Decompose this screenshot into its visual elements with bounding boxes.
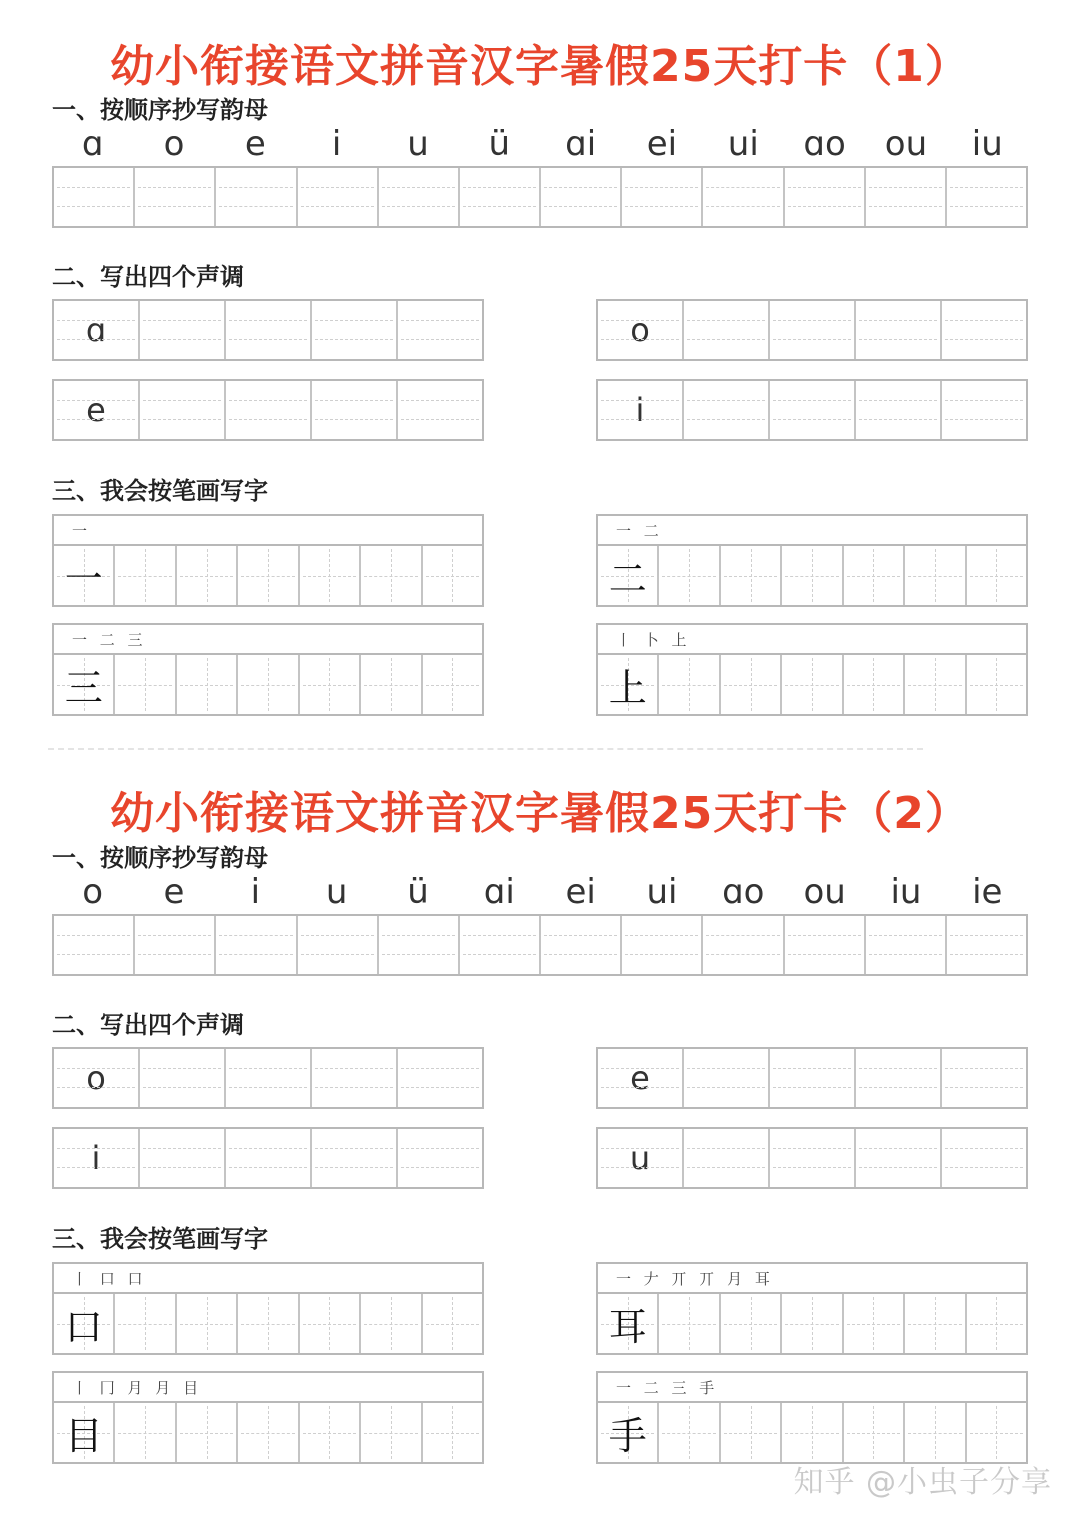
tianzige-cell[interactable] (842, 546, 903, 605)
writing-cell[interactable] (133, 916, 214, 974)
tianzige-cell[interactable] (113, 655, 174, 714)
tianzige-cell[interactable] (421, 546, 482, 605)
tianzige-cell[interactable] (719, 546, 780, 605)
final-letter: ie (972, 872, 1003, 912)
writing-cell[interactable] (224, 1049, 310, 1107)
tianzige-cell[interactable] (657, 655, 718, 714)
model-char-cell (598, 655, 657, 714)
writing-cell[interactable] (310, 381, 396, 439)
tone-base-cell (54, 1129, 138, 1187)
tianzige-cell[interactable] (421, 1403, 482, 1462)
writing-cell[interactable] (396, 381, 482, 439)
tianzige-cell[interactable] (903, 546, 964, 605)
tianzige-cell[interactable] (903, 655, 964, 714)
tone-base-cell (598, 381, 682, 439)
model-char: 手 (608, 1414, 647, 1458)
section-heading-tones: 二、写出四个声调 (52, 1011, 244, 1039)
tone-grid[interactable] (596, 299, 1028, 361)
final-letter: i (331, 124, 342, 164)
writing-cell[interactable] (138, 1129, 224, 1187)
writing-cell[interactable] (539, 916, 620, 974)
final-letter: ou (884, 124, 928, 164)
writing-cell[interactable] (940, 1049, 1026, 1107)
tianzige-cell[interactable] (780, 1403, 841, 1462)
tianzige-cell[interactable] (421, 1294, 482, 1353)
final-letter: ei (646, 124, 678, 164)
writing-cell[interactable] (945, 916, 1026, 974)
writing-cell[interactable] (310, 1049, 396, 1107)
finals-row (52, 122, 1028, 166)
writing-cell[interactable] (54, 168, 133, 226)
writing-cell[interactable] (296, 168, 377, 226)
stroke-order: 丨 口 口 (54, 1264, 482, 1294)
writing-cell[interactable] (138, 381, 224, 439)
writing-cell[interactable] (940, 381, 1026, 439)
final-letter: ei (565, 872, 596, 912)
finals-row (52, 870, 1028, 914)
tianzige-cell[interactable] (780, 655, 841, 714)
tianzige-cell[interactable] (175, 1294, 236, 1353)
stroke-order: 一 二 (598, 516, 1026, 546)
tone-grid[interactable] (52, 1047, 484, 1109)
writing-cell[interactable] (138, 301, 224, 359)
stroke-order: 丨 冂 月 月 目 (54, 1373, 482, 1403)
final-letter: ɑi (565, 124, 597, 164)
writing-cell[interactable] (224, 301, 310, 359)
tone-letter: i (91, 1139, 101, 1177)
writing-cell[interactable] (854, 301, 940, 359)
model-char-cell (54, 1403, 113, 1462)
tianzige-cell[interactable] (236, 1294, 297, 1353)
tianzige-cell[interactable] (780, 1294, 841, 1353)
final-letter: ou (803, 872, 846, 912)
writing-cell[interactable] (864, 168, 945, 226)
tianzige-cell[interactable] (903, 1403, 964, 1462)
watermark: 知乎 @小虫子分享 (793, 1465, 1052, 1500)
stroke-order: 一 (54, 516, 482, 546)
tone-letter: ɑ (85, 311, 107, 349)
writing-cell[interactable] (620, 916, 701, 974)
stroke-practice-box[interactable] (52, 1371, 484, 1464)
writing-cell[interactable] (854, 1129, 940, 1187)
tone-base-cell (54, 1049, 138, 1107)
tianzige-cell[interactable] (236, 546, 297, 605)
finals-writing-grid[interactable] (52, 914, 1028, 976)
writing-cell[interactable] (682, 301, 768, 359)
tianzige-cell[interactable] (657, 546, 718, 605)
section-heading-finals: 一、按顺序抄写韵母 (52, 844, 268, 872)
stroke-practice-box[interactable] (52, 514, 484, 607)
stroke-practice-box[interactable] (596, 1371, 1028, 1464)
writing-cell[interactable] (682, 1049, 768, 1107)
model-char-cell (598, 1294, 657, 1353)
tone-letter: o (630, 311, 650, 349)
tianzige-cell[interactable] (298, 546, 359, 605)
writing-cell[interactable] (940, 1129, 1026, 1187)
tianzige-cell[interactable] (175, 546, 236, 605)
writing-cell[interactable] (214, 168, 295, 226)
tianzige-cell[interactable] (842, 655, 903, 714)
writing-cell[interactable] (133, 168, 214, 226)
writing-cell[interactable] (940, 301, 1026, 359)
tone-grid[interactable] (52, 379, 484, 441)
tianzige-cell[interactable] (903, 1294, 964, 1353)
stroke-order: 一 𠂇 丌 丌 月 耳 (598, 1264, 1026, 1294)
tone-base-cell (598, 301, 682, 359)
tone-grid[interactable] (596, 379, 1028, 441)
writing-cell[interactable] (224, 1129, 310, 1187)
model-char: 耳 (608, 1305, 647, 1349)
tianzige-cell[interactable] (719, 1294, 780, 1353)
model-char-cell (54, 655, 113, 714)
tianzige-cell[interactable] (113, 546, 174, 605)
writing-cell[interactable] (458, 168, 539, 226)
tone-letter: e (86, 391, 106, 429)
tianzige-cell[interactable] (965, 546, 1026, 605)
model-char-cell (598, 1403, 657, 1462)
final-letter: ɑo (722, 872, 765, 912)
model-char: 二 (608, 557, 647, 601)
final-letter: ü (407, 872, 429, 912)
writing-cell[interactable] (396, 301, 482, 359)
stroke-order: 一 二 三 手 (598, 1373, 1026, 1403)
final-letter: ɑi (483, 872, 515, 912)
writing-cell[interactable] (620, 168, 701, 226)
writing-cell[interactable] (224, 381, 310, 439)
final-letter: e (163, 872, 185, 912)
stroke-order: 一 二 三 (54, 625, 482, 655)
writing-cell[interactable] (864, 916, 945, 974)
final-letter: o (82, 872, 104, 912)
final-letter: ui (727, 124, 759, 164)
writing-cell[interactable] (458, 916, 539, 974)
tone-base-cell (598, 1129, 682, 1187)
stroke-practice-box[interactable] (52, 623, 484, 716)
stroke-practice-box[interactable] (596, 514, 1028, 607)
tianzige-cell[interactable] (359, 655, 420, 714)
tone-base-cell (54, 301, 138, 359)
model-char-cell (598, 546, 657, 605)
tianzige-cell[interactable] (719, 655, 780, 714)
tianzige-cell[interactable] (298, 1294, 359, 1353)
writing-cell[interactable] (682, 381, 768, 439)
writing-cell[interactable] (310, 301, 396, 359)
writing-cell[interactable] (682, 1129, 768, 1187)
writing-cell[interactable] (701, 168, 782, 226)
writing-cell[interactable] (214, 916, 295, 974)
model-char: 目 (64, 1414, 103, 1458)
tianzige-cell[interactable] (236, 655, 297, 714)
writing-cell[interactable] (396, 1049, 482, 1107)
section-heading-tones: 二、写出四个声调 (52, 263, 244, 291)
writing-cell[interactable] (768, 301, 854, 359)
tone-grid[interactable] (596, 1127, 1028, 1189)
writing-cell[interactable] (396, 1129, 482, 1187)
tianzige-cell[interactable] (421, 655, 482, 714)
writing-cell[interactable] (768, 1049, 854, 1107)
writing-cell[interactable] (138, 1049, 224, 1107)
writing-cell[interactable] (783, 168, 864, 226)
stroke-practice-box[interactable] (52, 1262, 484, 1355)
final-letter: e (244, 124, 266, 164)
tone-grid[interactable] (52, 1127, 484, 1189)
writing-cell[interactable] (783, 916, 864, 974)
writing-cell[interactable] (539, 168, 620, 226)
final-letter: iu (971, 124, 1003, 164)
tianzige-cell[interactable] (657, 1403, 718, 1462)
model-char: 上 (608, 666, 647, 710)
writing-cell[interactable] (296, 916, 377, 974)
final-letter: iu (890, 872, 922, 912)
tone-letter: e (630, 1059, 650, 1097)
final-letter: u (325, 872, 348, 912)
tianzige-cell[interactable] (657, 1294, 718, 1353)
tianzige-cell[interactable] (113, 1403, 174, 1462)
writing-cell[interactable] (377, 168, 458, 226)
writing-cell[interactable] (701, 916, 782, 974)
tianzige-cell[interactable] (965, 655, 1026, 714)
tone-letter: o (86, 1059, 106, 1097)
model-char-cell (54, 546, 113, 605)
tone-letter: u (629, 1139, 651, 1177)
finals-writing-grid[interactable] (52, 166, 1028, 228)
tianzige-cell[interactable] (298, 1403, 359, 1462)
sheet-divider (48, 748, 923, 750)
final-letter: ui (646, 872, 678, 912)
tone-base-cell (598, 1049, 682, 1107)
stroke-order: 丨 卜 上 (598, 625, 1026, 655)
tianzige-cell[interactable] (175, 1403, 236, 1462)
final-letter: o (163, 124, 185, 164)
stroke-practice-box[interactable] (596, 623, 1028, 716)
model-char-cell (54, 1294, 113, 1353)
tone-base-cell (54, 381, 138, 439)
tianzige-cell[interactable] (965, 1403, 1026, 1462)
writing-cell[interactable] (945, 168, 1026, 226)
tianzige-cell[interactable] (965, 1294, 1026, 1353)
tianzige-cell[interactable] (236, 1403, 297, 1462)
final-letter: ɑo (803, 124, 846, 164)
model-char: 一 (64, 557, 103, 601)
tianzige-cell[interactable] (359, 546, 420, 605)
tianzige-cell[interactable] (359, 1403, 420, 1462)
model-char: 三 (64, 666, 103, 710)
final-letter: ü (488, 124, 511, 164)
tianzige-cell[interactable] (842, 1294, 903, 1353)
tone-letter: i (635, 391, 645, 429)
writing-cell[interactable] (854, 1049, 940, 1107)
final-letter: i (250, 872, 261, 912)
writing-cell[interactable] (310, 1129, 396, 1187)
sheet-title: 幼小衔接语文拼音汉字暑假25天打卡（1） (110, 41, 970, 92)
section-heading-strokes: 三、我会按笔画写字 (52, 477, 268, 505)
tianzige-cell[interactable] (842, 1403, 903, 1462)
tone-grid[interactable] (52, 299, 484, 361)
final-letter: u (407, 124, 429, 164)
writing-cell[interactable] (54, 916, 133, 974)
section-heading-strokes: 三、我会按笔画写字 (52, 1225, 268, 1253)
writing-cell[interactable] (768, 1129, 854, 1187)
writing-cell[interactable] (854, 381, 940, 439)
tianzige-cell[interactable] (359, 1294, 420, 1353)
tone-grid[interactable] (596, 1047, 1028, 1109)
model-char: 口 (64, 1305, 103, 1349)
final-letter: ɑ (81, 124, 104, 164)
tianzige-cell[interactable] (780, 546, 841, 605)
tianzige-cell[interactable] (298, 655, 359, 714)
sheet-title: 幼小衔接语文拼音汉字暑假25天打卡（2） (110, 788, 970, 839)
writing-cell[interactable] (768, 381, 854, 439)
tianzige-cell[interactable] (113, 1294, 174, 1353)
stroke-practice-box[interactable] (596, 1262, 1028, 1355)
writing-cell[interactable] (377, 916, 458, 974)
section-heading-finals: 一、按顺序抄写韵母 (52, 96, 268, 124)
tianzige-cell[interactable] (175, 655, 236, 714)
tianzige-cell[interactable] (719, 1403, 780, 1462)
